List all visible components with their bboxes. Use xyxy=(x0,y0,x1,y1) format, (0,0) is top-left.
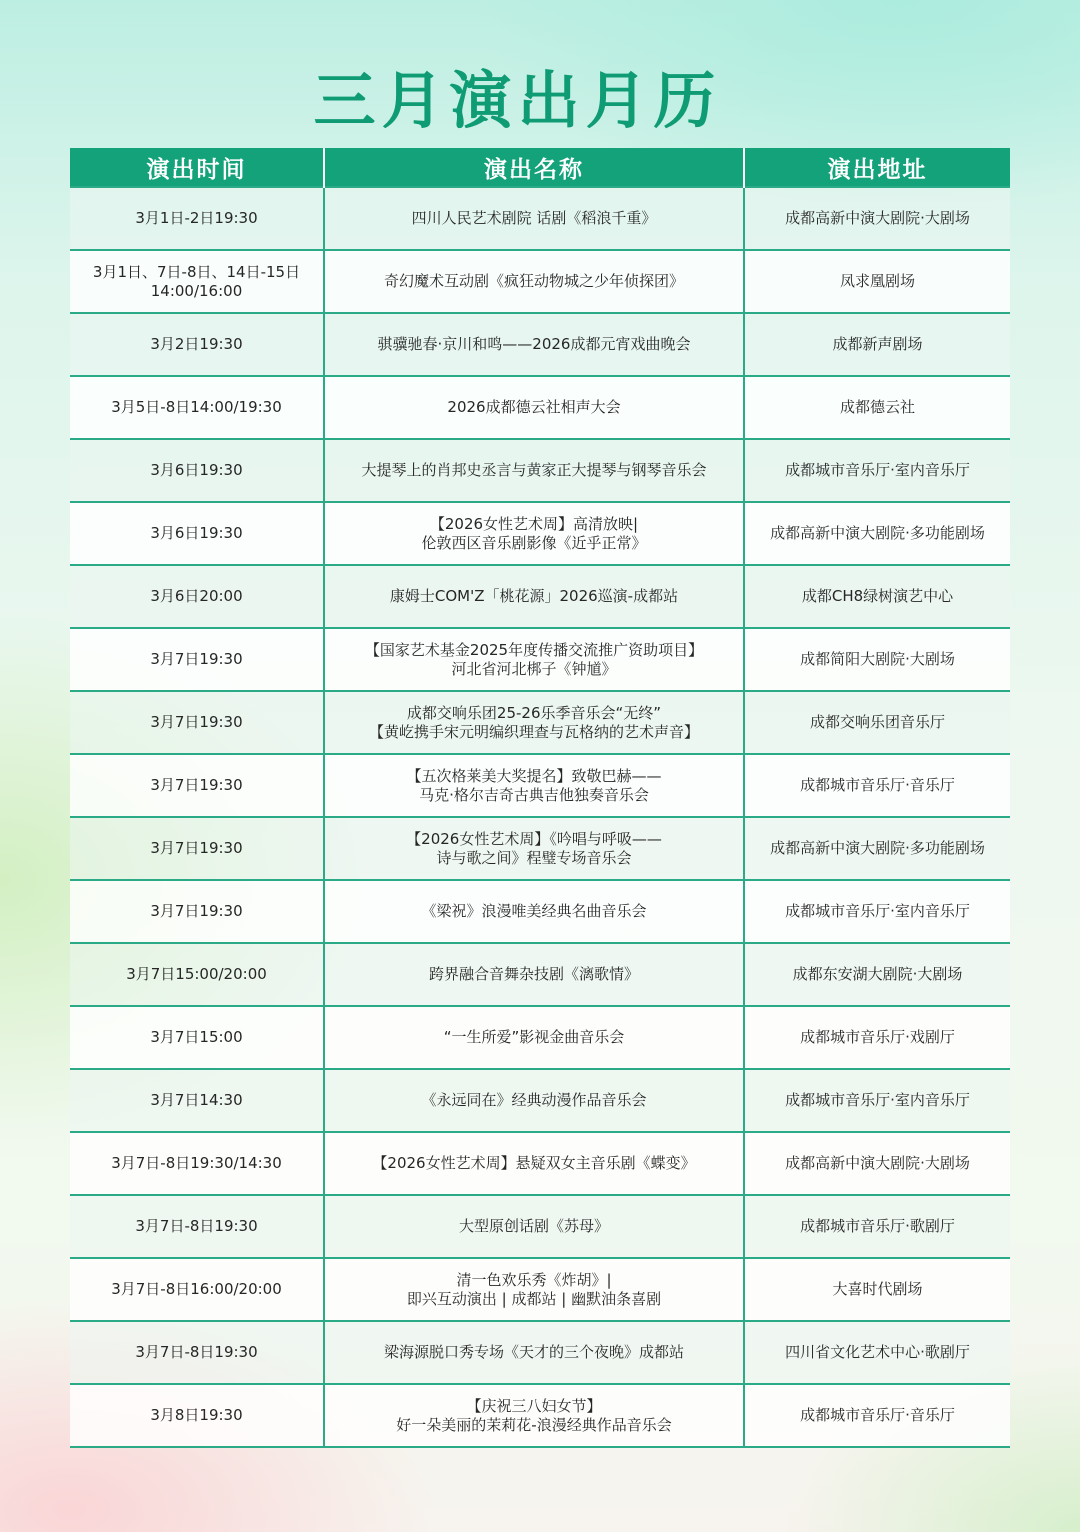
time-cell-line: 3月7日19:30 xyxy=(150,713,243,731)
name-cell xyxy=(324,1384,744,1447)
table-row xyxy=(70,1384,1010,1447)
name-cell-line: 【2026女性艺术周】《吟唱与呼吸—— xyxy=(406,829,662,848)
name-cell xyxy=(324,1195,744,1258)
time-cell-line: 3月7日-8日16:00/20:00 xyxy=(111,1280,282,1298)
time-cell xyxy=(70,565,324,628)
table-row xyxy=(70,1258,1010,1321)
name-cell-line: 【黄屹携手宋元明编织理查与瓦格纳的艺术声音】 xyxy=(368,722,699,741)
name-cell-line: 伦敦西区音乐剧影像《近乎正常》 xyxy=(421,533,647,552)
table-header xyxy=(70,148,1010,187)
time-cell xyxy=(70,817,324,880)
time-cell-line: 3月7日19:30 xyxy=(150,839,243,857)
table-row xyxy=(70,943,1010,1006)
name-cell-line: 骐骥驰春·京川和鸣——2026成都元宵戏曲晚会 xyxy=(377,335,691,353)
name-cell xyxy=(324,1321,744,1384)
name-cell-line: 2026成都德云社相声大会 xyxy=(447,398,621,416)
time-cell-line: 3月7日15:00 xyxy=(150,1028,243,1046)
time-cell xyxy=(70,1006,324,1069)
venue-cell: 成都东安湖大剧院·大剧场 xyxy=(744,943,1010,1006)
time-cell-line: 3月7日-8日19:30/14:30 xyxy=(111,1154,282,1172)
table-row xyxy=(70,250,1010,313)
venue-cell: 大喜时代剧场 xyxy=(744,1258,1010,1321)
name-cell xyxy=(324,880,744,943)
name-cell-line: 【2026女性艺术周】高清放映| xyxy=(429,514,639,533)
time-cell xyxy=(70,187,324,250)
time-cell-line: 3月6日19:30 xyxy=(150,461,243,479)
name-cell-line: 《梁祝》浪漫唯美经典名曲音乐会 xyxy=(421,902,647,920)
table-row xyxy=(70,439,1010,502)
name-cell xyxy=(324,376,744,439)
name-cell-line: 河北省河北梆子《钟馗》 xyxy=(451,659,617,678)
time-cell xyxy=(70,943,324,1006)
time-cell-line: 3月7日19:30 xyxy=(150,902,243,920)
venue-cell: 成都德云社 xyxy=(744,376,1010,439)
table-row xyxy=(70,1321,1010,1384)
time-cell xyxy=(70,628,324,691)
time-cell xyxy=(70,313,324,376)
name-cell-line: 好一朵美丽的茉莉花-浪漫经典作品音乐会 xyxy=(396,1415,672,1434)
name-cell xyxy=(324,439,744,502)
name-cell xyxy=(324,628,744,691)
name-cell xyxy=(324,1006,744,1069)
name-cell xyxy=(324,313,744,376)
table-row xyxy=(70,880,1010,943)
header-row xyxy=(70,148,1010,187)
time-cell xyxy=(70,250,324,313)
time-cell xyxy=(70,502,324,565)
time-cell-line: 3月7日19:30 xyxy=(150,776,243,794)
table-row xyxy=(70,1195,1010,1258)
name-cell xyxy=(324,817,744,880)
time-cell xyxy=(70,691,324,754)
venue-cell: 四川省文化艺术中心·歌剧厅 xyxy=(744,1321,1010,1384)
name-cell xyxy=(324,1069,744,1132)
time-cell-line: 3月5日-8日14:00/19:30 xyxy=(111,398,282,416)
time-cell-line: 3月6日20:00 xyxy=(150,587,243,605)
name-cell-line: 【2026女性艺术周】悬疑双女主音乐剧《蝶变》 xyxy=(372,1154,696,1172)
table-row xyxy=(70,502,1010,565)
name-cell-line: 成都交响乐团25-26乐季音乐会“无终” xyxy=(406,703,662,722)
venue-cell: 成都高新中演大剧院·大剧场 xyxy=(744,187,1010,250)
venue-cell: 凤求凰剧场 xyxy=(744,250,1010,313)
venue-cell: 成都城市音乐厅·歌剧厅 xyxy=(744,1195,1010,1258)
name-cell-line: 大提琴上的肖邦史丞言与黄家正大提琴与钢琴音乐会 xyxy=(361,461,707,479)
time-cell-line: 14:00/16:00 xyxy=(150,281,243,300)
name-cell xyxy=(324,565,744,628)
header-time: 演出时间 xyxy=(70,148,324,187)
name-cell-line: 大型原创话剧《苏母》 xyxy=(458,1217,609,1235)
name-cell xyxy=(324,502,744,565)
table-row xyxy=(70,1069,1010,1132)
time-cell-line: 3月6日19:30 xyxy=(150,524,243,542)
table-row xyxy=(70,565,1010,628)
venue-cell: 成都城市音乐厅·音乐厅 xyxy=(744,1384,1010,1447)
venue-cell: 成都交响乐团音乐厅 xyxy=(744,691,1010,754)
name-cell-line: 【庆祝三八妇女节】 xyxy=(466,1396,602,1415)
time-cell-line: 3月7日-8日19:30 xyxy=(135,1217,258,1235)
table-row xyxy=(70,1132,1010,1195)
name-cell xyxy=(324,691,744,754)
venue-cell: 成都城市音乐厅·室内音乐厅 xyxy=(744,439,1010,502)
performance-schedule-table xyxy=(70,148,1010,1448)
name-cell-line: 即兴互动演出 | 成都站 | 幽默油条喜剧 xyxy=(406,1289,662,1308)
name-cell xyxy=(324,187,744,250)
venue-cell: 成都高新中演大剧院·多功能剧场 xyxy=(744,502,1010,565)
name-cell-line: 清一色欢乐秀《炸胡》| xyxy=(456,1270,612,1289)
table-row xyxy=(70,1006,1010,1069)
name-cell-line: 马克·格尔吉奇古典吉他独奏音乐会 xyxy=(419,785,649,804)
venue-cell: 成都高新中演大剧院·多功能剧场 xyxy=(744,817,1010,880)
page-title: 三月演出月历 xyxy=(313,64,722,137)
venue-cell: 成都城市音乐厅·音乐厅 xyxy=(744,754,1010,817)
name-cell-line: 康姆士COM'Z「桃花源」2026巡演-成都站 xyxy=(389,587,679,605)
time-cell xyxy=(70,1195,324,1258)
time-cell xyxy=(70,439,324,502)
time-cell-line: 3月1日、7日-8日、14日-15日 xyxy=(92,262,301,281)
header-name: 演出名称 xyxy=(324,148,744,187)
name-cell xyxy=(324,943,744,1006)
name-cell-line: 【国家艺术基金2025年度传播交流推广资助项目】 xyxy=(364,640,704,659)
name-cell-line: “一生所爱”影视金曲音乐会 xyxy=(443,1028,625,1046)
time-cell-line: 3月7日-8日19:30 xyxy=(135,1343,258,1361)
time-cell-line: 3月7日19:30 xyxy=(150,650,243,668)
venue-cell: 成都城市音乐厅·室内音乐厅 xyxy=(744,880,1010,943)
time-cell-line: 3月8日19:30 xyxy=(150,1406,243,1424)
time-cell xyxy=(70,1321,324,1384)
venue-cell: 成都新声剧场 xyxy=(744,313,1010,376)
table-row xyxy=(70,187,1010,250)
name-cell-line: 四川人民艺术剧院 话剧《稻浪千重》 xyxy=(411,209,657,227)
time-cell xyxy=(70,376,324,439)
venue-cell: 成都简阳大剧院·大剧场 xyxy=(744,628,1010,691)
time-cell-line: 3月7日14:30 xyxy=(150,1091,243,1109)
table-row xyxy=(70,628,1010,691)
header-venue: 演出地址 xyxy=(744,148,1010,187)
venue-cell: 成都CH8绿树演艺中心 xyxy=(744,565,1010,628)
time-cell xyxy=(70,880,324,943)
time-cell-line: 3月7日15:00/20:00 xyxy=(126,965,267,983)
table-row xyxy=(70,376,1010,439)
time-cell xyxy=(70,754,324,817)
venue-cell: 成都高新中演大剧院·大剧场 xyxy=(744,1132,1010,1195)
time-cell xyxy=(70,1384,324,1447)
venue-cell: 成都城市音乐厅·室内音乐厅 xyxy=(744,1069,1010,1132)
name-cell xyxy=(324,1258,744,1321)
table-row xyxy=(70,754,1010,817)
table-row xyxy=(70,817,1010,880)
time-cell xyxy=(70,1132,324,1195)
table-row xyxy=(70,691,1010,754)
name-cell-line: 梁海源脱口秀专场《天才的三个夜晚》成都站 xyxy=(383,1343,684,1361)
time-cell xyxy=(70,1069,324,1132)
name-cell-line: 【五次格莱美大奖提名】致敬巴赫—— xyxy=(406,766,662,785)
name-cell xyxy=(324,250,744,313)
name-cell-line: 奇幻魔术互动剧《疯狂动物城之少年侦探团》 xyxy=(383,272,684,290)
name-cell xyxy=(324,754,744,817)
name-cell xyxy=(324,1132,744,1195)
table-body xyxy=(70,187,1010,1447)
name-cell-line: 诗与歌之间》程璧专场音乐会 xyxy=(436,848,632,867)
name-cell-line: 《永远同在》经典动漫作品音乐会 xyxy=(421,1091,647,1109)
name-cell-line: 跨界融合音舞杂技剧《漓歌情》 xyxy=(428,965,639,983)
time-cell-line: 3月1日-2日19:30 xyxy=(135,209,258,227)
time-cell-line: 3月2日19:30 xyxy=(150,335,243,353)
venue-cell: 成都城市音乐厅·戏剧厅 xyxy=(744,1006,1010,1069)
time-cell xyxy=(70,1258,324,1321)
table-row xyxy=(70,313,1010,376)
